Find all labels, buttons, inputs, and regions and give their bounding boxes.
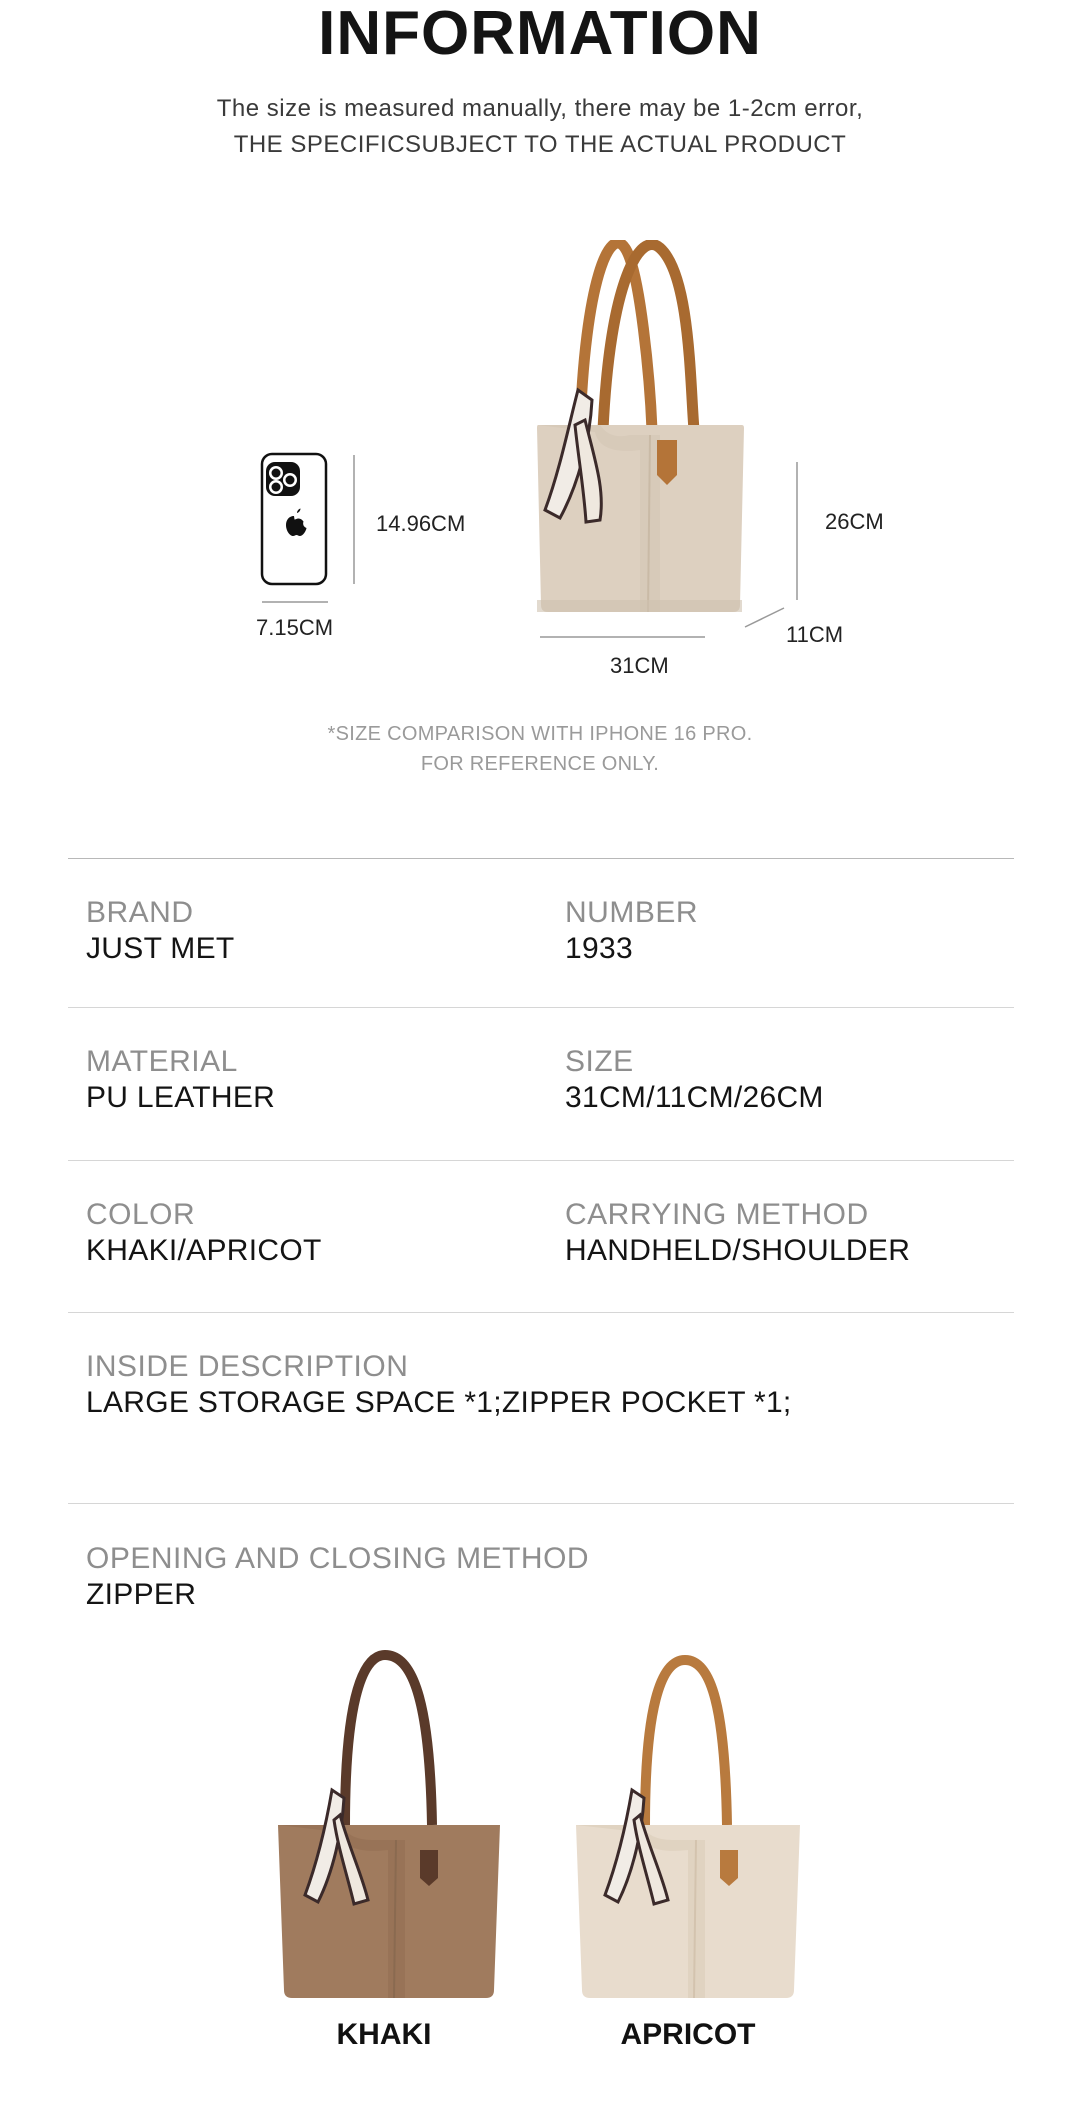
- hero-bag-illustration: [537, 243, 744, 612]
- variant-name-apricot: APRICOT: [620, 2018, 756, 2051]
- material-value: PU LEATHER: [86, 1081, 276, 1114]
- khaki-bag-image: [278, 1655, 500, 1998]
- brand-value: JUST MET: [86, 932, 235, 965]
- number-value: 1933: [565, 932, 633, 965]
- variant-name-khaki: KHAKI: [336, 2018, 432, 2051]
- variant-bags-graphics: [0, 1650, 1080, 2010]
- apricot-bag-image: [576, 1660, 800, 1998]
- bag-width-label: 31CM: [610, 653, 669, 678]
- phone-height-label: 14.96CM: [376, 511, 466, 536]
- subtitle-line-2: THE SPECIFICSUBJECT TO THE ACTUAL PRODUCT: [233, 131, 847, 158]
- size-comparison-diagram: [0, 240, 1080, 680]
- material-label: MATERIAL: [86, 1045, 238, 1078]
- phone-width-label: 7.15CM: [256, 615, 334, 640]
- bag-depth-line: [745, 608, 784, 627]
- size-note-line-1: *SIZE COMPARISON WITH IPHONE 16 PRO.: [327, 723, 753, 745]
- size-value: 31CM/11CM/26CM: [565, 1081, 824, 1114]
- color-value: KHAKI/APRICOT: [86, 1234, 322, 1267]
- color-label: COLOR: [86, 1198, 196, 1231]
- spec-divider: [68, 1503, 1014, 1504]
- color-variants: [0, 1650, 1080, 2010]
- carrying-method-label: CARRYING METHOD: [565, 1198, 869, 1231]
- bag-depth-label: 11CM: [786, 622, 844, 647]
- brand-label: BRAND: [86, 896, 194, 929]
- phone-icon: [262, 454, 326, 584]
- size-label: SIZE: [565, 1045, 634, 1078]
- spec-divider: [68, 1312, 1014, 1313]
- opening-method-label: OPENING AND CLOSING METHOD: [86, 1542, 590, 1575]
- bag-height-label: 26CM: [825, 509, 884, 534]
- page-title: INFORMATION: [318, 0, 762, 68]
- spec-divider: [68, 1007, 1014, 1008]
- subtitle-line-1: The size is measured manually, there may be 1-2cm error,: [216, 95, 864, 122]
- size-diagram-graphics: [0, 240, 1080, 680]
- carrying-method-value: HANDHELD/SHOULDER: [565, 1234, 911, 1267]
- opening-method-value: ZIPPER: [86, 1578, 197, 1611]
- inside-description-value: LARGE STORAGE SPACE *1;ZIPPER POCKET *1;: [86, 1386, 792, 1419]
- size-note-line-2: FOR REFERENCE ONLY.: [420, 753, 660, 775]
- inside-description-label: INSIDE DESCRIPTION: [86, 1350, 409, 1383]
- spec-divider-top: [68, 858, 1014, 859]
- number-label: NUMBER: [565, 896, 699, 929]
- spec-divider: [68, 1160, 1014, 1161]
